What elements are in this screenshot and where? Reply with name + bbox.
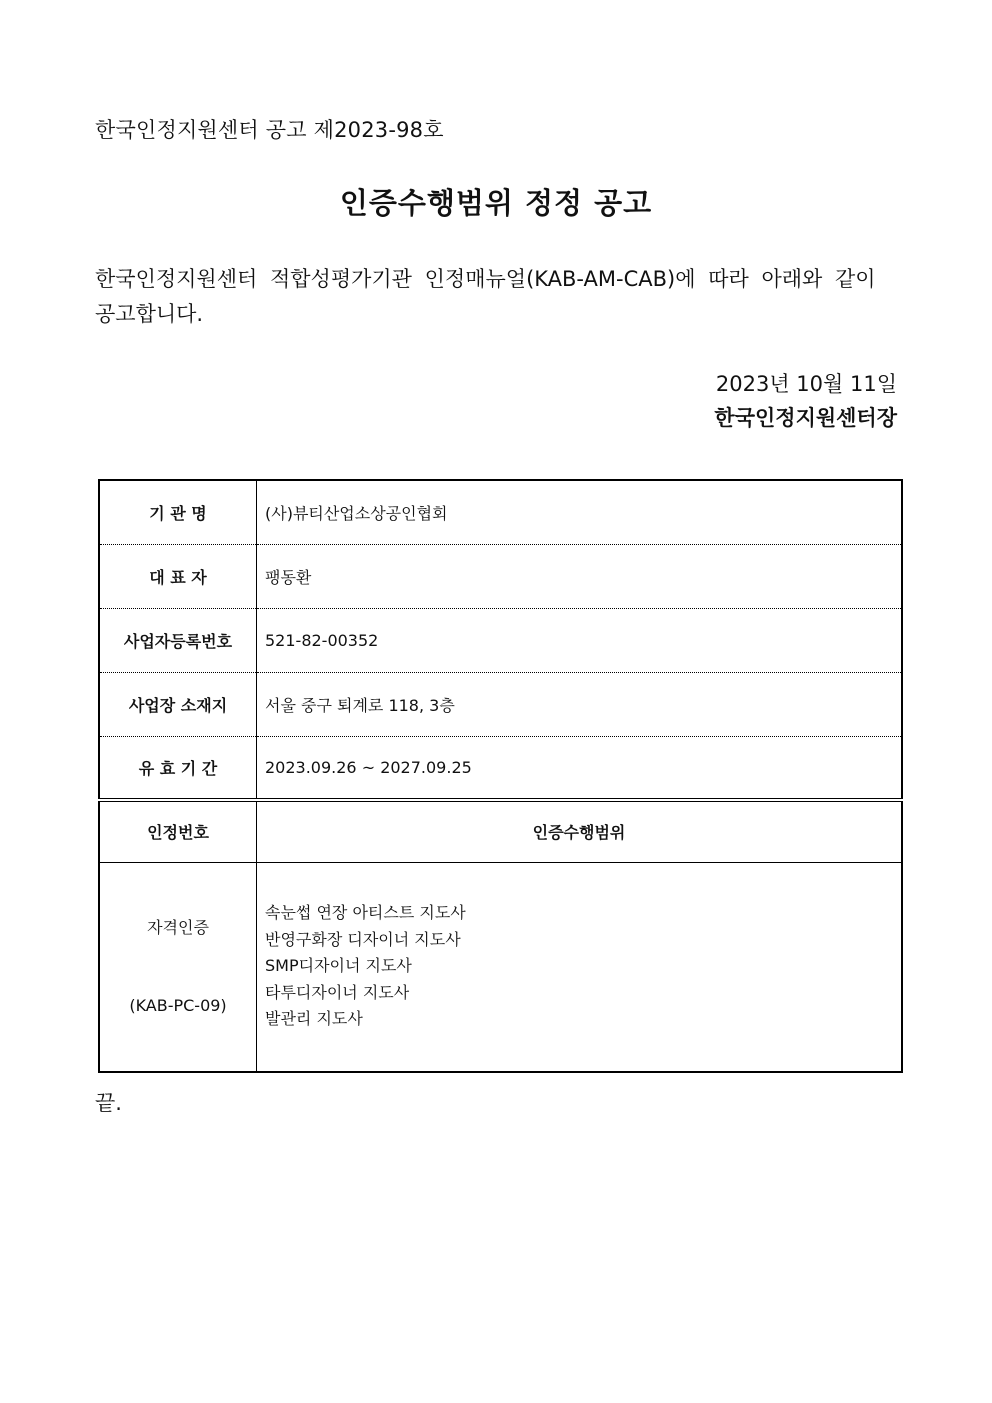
info-value: 2023.09.26 ~ 2027.09.25 <box>257 736 903 800</box>
notice-date: 2023년 10월 11일 <box>715 372 897 396</box>
info-row-representative <box>99 544 902 608</box>
page-title: 인증수행범위 정정 공고 <box>339 186 653 220</box>
scope-header-row <box>99 800 902 862</box>
info-row-validity <box>99 736 902 800</box>
scope-header-number: 인정번호 <box>99 800 257 862</box>
info-label: 사업장 소재지 <box>99 672 257 736</box>
scope-item: 반영구화장 디자이너 지도사 <box>265 929 461 949</box>
info-row-address <box>99 672 902 736</box>
scope-row <box>99 862 902 1072</box>
info-row-org <box>99 480 902 544</box>
info-value: 521-82-00352 <box>257 608 903 672</box>
info-value: 서울 중구 퇴계로 118, 3층 <box>257 672 903 736</box>
scope-item: SMP디자이너 지도사 <box>265 956 412 976</box>
cert-type-code: (KAB-PC-09) <box>129 995 227 1015</box>
issuer-name: 한국인정지원센터장 <box>714 406 897 430</box>
intro-paragraph <box>95 262 897 332</box>
scope-header-scope: 인증수행범위 <box>257 800 903 862</box>
cert-type-name: 자격인증 <box>147 917 209 937</box>
info-value: 팽동환 <box>257 544 903 608</box>
scope-item: 속눈썹 연장 아티스트 지도사 <box>265 903 466 923</box>
intro-line-2: 공고합니다. <box>95 302 204 326</box>
info-label: 대 표 자 <box>99 544 257 608</box>
info-row-business-number <box>99 608 902 672</box>
scope-item: 타투디자이너 지도사 <box>265 982 410 1002</box>
closing-text: 끝. <box>95 1091 122 1115</box>
cert-type-cell <box>99 862 257 1072</box>
info-value: (사)뷰티산업소상공인협회 <box>257 480 903 544</box>
info-label: 기 관 명 <box>99 480 257 544</box>
info-table <box>98 479 903 1073</box>
info-label: 유 효 기 간 <box>99 736 257 800</box>
scope-list <box>257 862 903 1072</box>
info-label: 사업자등록번호 <box>99 608 257 672</box>
intro-line-1: 한국인정지원센터 적합성평가기관 인정매뉴얼(KAB-AM-CAB)에 따라 아래와 같이 <box>95 267 876 291</box>
notice-number: 한국인정지원센터 공고 제2023-98호 <box>95 118 444 142</box>
scope-item: 발관리 지도사 <box>265 1009 363 1029</box>
